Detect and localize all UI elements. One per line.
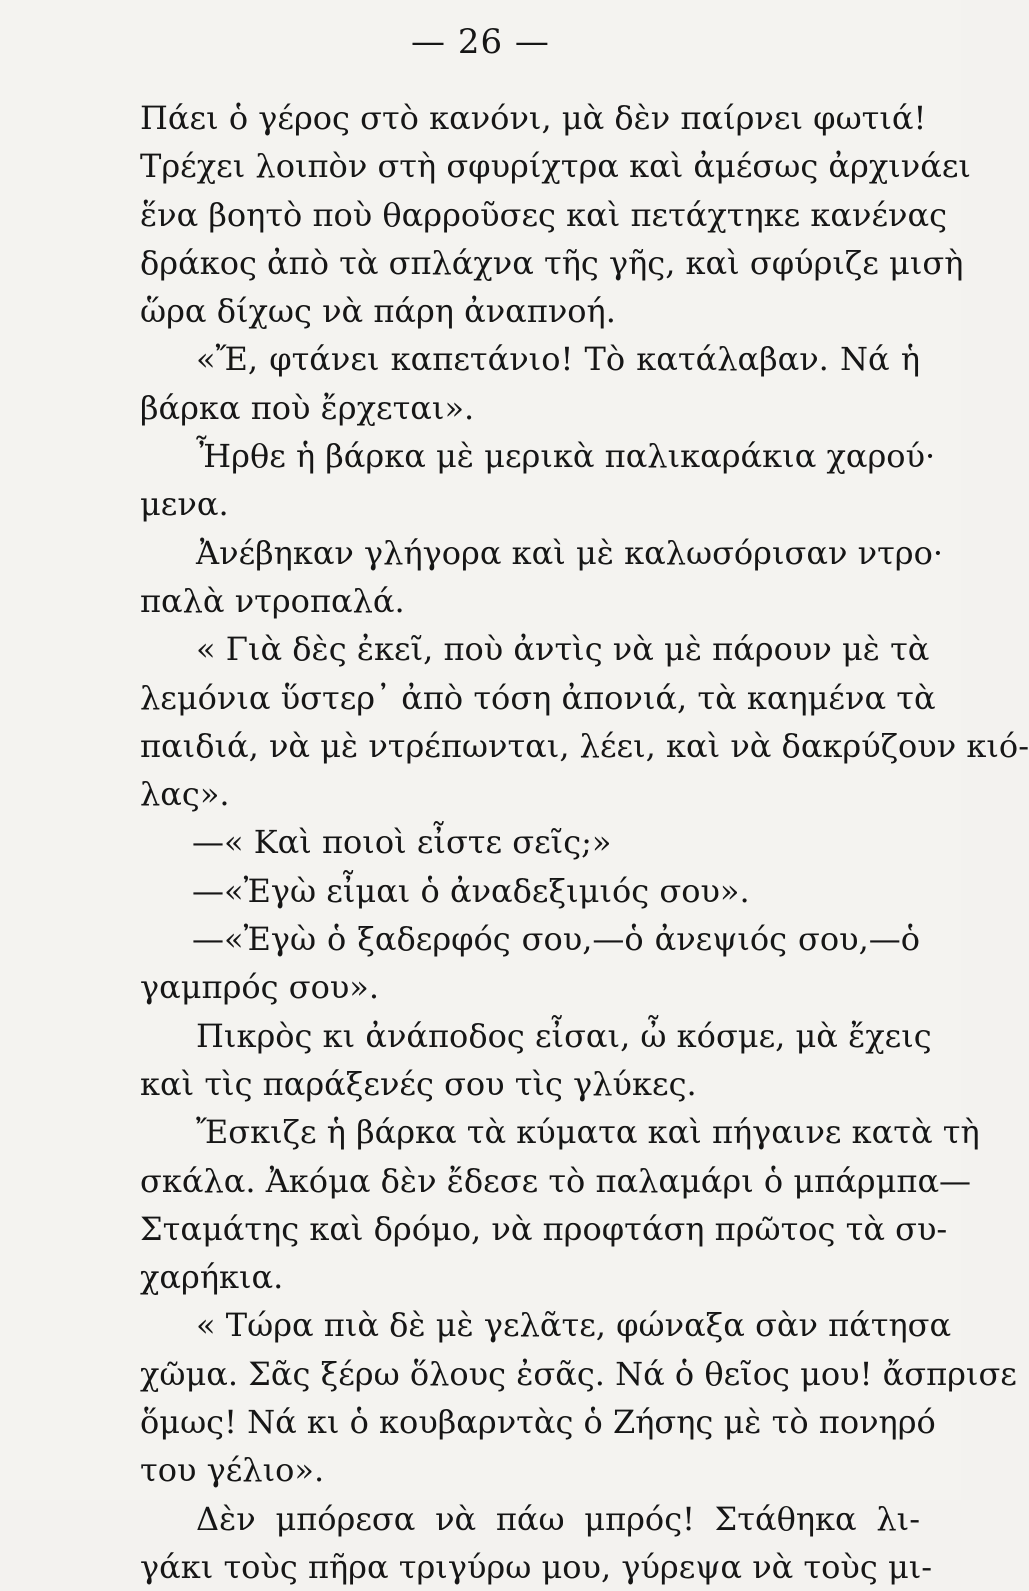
text-line: «Ἔ, φτάνει καπετάνιο! Τὸ κατάλαβαν. Νά ἡ — [196, 340, 920, 379]
text-line: σκάλα. Ἀκόμα δὲν ἔδεσε τὸ παλαμάρι ὁ μπάρμπα— — [140, 1161, 972, 1200]
text-line: παιδιά, νὰ μὲ ντρέπωνται, λέει, καὶ νὰ δακρύζουν κιό- — [140, 726, 1029, 765]
text-line: Ἀνέβηκαν γλήγορα καὶ μὲ καλωσόρισαν ντρο· — [196, 533, 944, 572]
text-line: λεμόνια ὕστερ᾽ ἀπὸ τόση ἀπονιά, τὰ καημένα τὰ — [140, 678, 936, 717]
text-line: —«Ἐγὼ εἶμαι ὁ ἀναδεξιμιός σου». — [192, 871, 750, 910]
text-line: —« Καὶ ποιοὶ εἶστε σεῖς;» — [192, 823, 612, 862]
text-line: ὅμως! Νά κι ὁ κουβαρντὰς ὁ Ζήσης μὲ τὸ πονηρό — [140, 1403, 936, 1442]
text-line: Πικρὸς κι ἀνάποδος εἶσαι, ὦ κόσμε, μὰ ἔχεις — [196, 1016, 932, 1055]
text-line: βάρκα ποὺ ἔρχεται». — [140, 388, 475, 427]
text-line: Σταμάτης καὶ δρόμο, νὰ προφτάση πρῶτος τὰ συ- — [140, 1209, 948, 1248]
text-line: —«Ἐγὼ ὁ ξαδερφός σου,—ὁ ἀνεψιός σου,—ὁ — [192, 920, 920, 959]
text-line: δράκος ἀπὸ τὰ σπλάχνα τῆς γῆς, καὶ σφύριζε μισὴ — [140, 243, 964, 282]
text-line: λας». — [140, 775, 230, 814]
page-number: — 26 — — [411, 22, 550, 62]
text-line: « Γιὰ δὲς ἐκεῖ, ποὺ ἀντὶς νὰ μὲ πάρουν μὲ τὰ — [196, 630, 930, 669]
text-line: γάκι τοὺς πῆρα τριγύρω μου, γύρεψα νὰ τοὺς μι- — [140, 1547, 933, 1586]
body-text — [140, 94, 1029, 1591]
text-line: χῶμα. Σᾶς ξέρω ὅλους ἐσᾶς. Νά ὁ θεῖος μου! ἄσπρισε — [140, 1354, 1017, 1393]
text-line: παλὰ ντροπαλά. — [140, 581, 405, 620]
text-line: του γέλιο». — [140, 1451, 325, 1490]
text-line: καὶ τὶς παράξενές σου τὶς γλύκες. — [140, 1064, 697, 1103]
text-line: ὥρα δίχως νὰ πάρη ἀναπνοή. — [140, 292, 616, 331]
text-line: Ἦρθε ἡ βάρκα μὲ μερικὰ παλικαράκια χαρού· — [196, 437, 936, 476]
text-line: Τρέχει λοιπὸν στὴ σφυρίχτρα καὶ ἀμέσως ἀρχινάει — [140, 147, 971, 186]
text-line: ἕνα βοητὸ ποὺ θαρροῦσες καὶ πετάχτηκε κανένας — [140, 195, 948, 234]
text-line: χαρήκια. — [140, 1258, 284, 1297]
text-line: Πάει ὁ γέρος στὸ κανόνι, μὰ δὲν παίρνει φωτιά! — [140, 99, 927, 137]
text-line: « Τώρα πιὰ δὲ μὲ γελᾶτε, φώναξα σὰν πάτησα — [196, 1306, 952, 1345]
text-line: μενα. — [140, 485, 229, 524]
text-line: γαμπρός σου». — [140, 968, 380, 1007]
text-line: Δὲν μπόρεσα νὰ πάω μπρός! Στάθηκα λι- — [196, 1499, 920, 1538]
text-line: Ἔσκιζε ἡ βάρκα τὰ κύματα καὶ πήγαινε κατὰ τὴ — [196, 1113, 980, 1152]
